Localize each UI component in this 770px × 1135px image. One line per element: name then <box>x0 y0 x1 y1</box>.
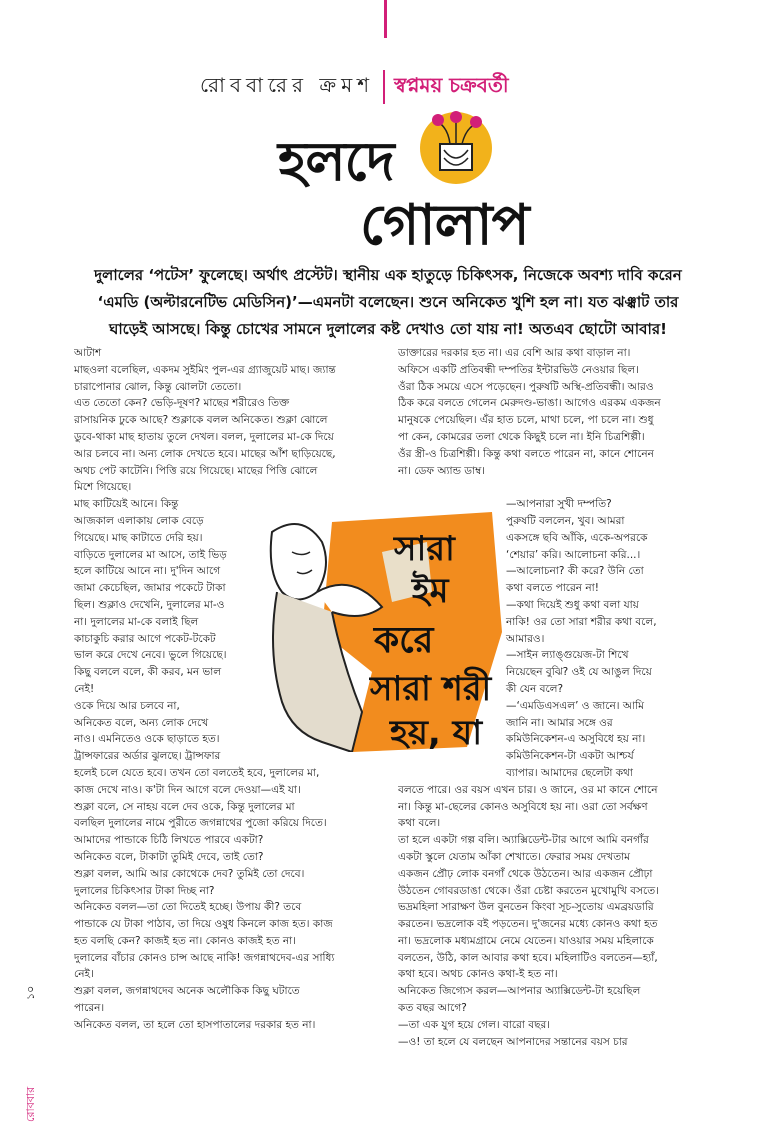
text-line: ওকে দিয়ে আর চলবে না, <box>74 699 180 712</box>
text-line: আটাশ <box>74 347 102 359</box>
artwork-text: সারা শরী <box>370 669 492 709</box>
text-line: হলেই চলে যেতে হবে। তখন তো বলতেই হবে, দুলালের মা, <box>74 766 320 779</box>
text-line: মাছওলা বলেছিল, একদম সুইমিং পুল-এর গ্র্যাজুয়েট মাছ। জ্যান্ত <box>74 363 336 376</box>
text-line: শুক্লা বলে, সে নাহয় বলে দেব ওকে, কিন্তু দুলালের মা <box>74 800 295 813</box>
text-line <box>398 479 700 496</box>
text-line: নিয়েছেন বুঝি? ওই যে আঙুল দিয়ে <box>506 666 652 679</box>
intro-line: ঘাড়েই আসছে। কিন্তু চোখের সামনে দুলালের কষ্ট দেখাও তো যায় না! অতএব ছোটো আবার! <box>109 320 667 338</box>
text-line: বলতে পারে। ওর বয়স এখন চার। ও জানে, ওর মা কানে শোনে <box>398 783 658 796</box>
text-line: —আপনারা সুখী দম্পতি? <box>506 498 612 511</box>
text-line: কথা হবে। অথচ কোনও কথা-ই হত না। <box>398 968 558 981</box>
text-line: —‘এমডিএসএল’ ও জানে। আমি <box>506 699 644 712</box>
text-line: নাও। এমনিতেও ওকে ছাড়াতে হত। <box>74 733 220 746</box>
text-line: ভাল করে দেখে নেবে। ভুলে গিয়েছে। <box>74 649 227 662</box>
text-line: ব্যাপার। আমাদের ছেলেটা কথা <box>506 766 633 779</box>
text-line: না। ভদ্রলোক মধ্যমগ্রামে নেমে যেতেন। যাওয়ার সময় মহিলাকে <box>398 934 654 947</box>
intro-line: ‘এমডি (অল্টারনেটিভ মেডিসিন)’—এমনটা বলেছেন। শুনে অনিকেত খুশি হল না। যত ঝঞ্ঝাট তার <box>97 293 679 311</box>
text-line: পারেন। <box>74 1002 105 1015</box>
text-line: —আলোচনা? কী করে? উনি তো <box>506 565 644 578</box>
text-line: ঠিক করে বলতে গেলেন মেরুদণ্ড-ভাঙা। আগেও এরকম একজন <box>398 397 661 410</box>
text-line: নেই। <box>74 968 94 981</box>
text-line: চারাপোনার ঝোল, কিন্তু ঝোলটা তেতো। <box>74 380 242 393</box>
text-line: ভদ্রমহিলা সারাক্ষণ উল বুনতেন কিংবা সূচ-সুতোয় এমব্রয়ডারি <box>398 901 654 914</box>
intro-paragraph <box>68 262 708 343</box>
text-line: অনিকেত বলে, অন্য লোক দেখে <box>74 716 209 729</box>
text-line: দুলালের চিকিৎসার টাকা দিচ্ছ না? <box>74 884 215 897</box>
page-number: ১০ <box>24 985 37 1000</box>
text-line: আর চলবে না। অন্য লোক দেখতে হবে। মাছের আঁশ ছাড়িয়েছে, <box>74 447 336 460</box>
text-line: ছিল। শুক্লাও দেখেনি, দুলালের মা-ও <box>74 598 225 611</box>
intro-line: দুলালের ‘পটেস’ ফুলেছে। অর্থাৎ প্রস্টেট। স্থানীয় এক হাতুড়ে চিকিৎসক, নিজেকে অবশ্য দাবি করেন <box>94 266 682 284</box>
top-accent-line <box>384 0 387 38</box>
text-line: অনিকেত বলল, তা হলে তো হাসপাতালের দরকার হত না। <box>74 1018 316 1031</box>
text-line: এত তেতো কেন? ভেড়ি-দূষণ? মাছের শরীরেও তিক্ত <box>74 397 290 410</box>
text-line: নেই! <box>74 682 95 695</box>
text-line: অনিকেত জিগ্যেস করল—আপনার অ্যাক্সিডেন্ট-টা হয়েছিল <box>398 985 641 998</box>
text-line: ডাক্তারের দরকার হত না। এর বেশি আর কথা বাড়াল না। <box>398 347 631 359</box>
text-line: ‘শেয়ার’ করি। আলোচনা করি...। <box>506 548 641 561</box>
text-line: হত বলছি কেন? কাজই হত না। কোনও কাজই হত না। <box>74 934 296 947</box>
series-label: রোববারের ক্রমশ <box>200 72 375 97</box>
text-line: কমিউনিকেশন-টা একটা আশ্চর্য <box>506 750 634 763</box>
text-line: নাকি! ওর তো সারা শরীর কথা বলে, <box>506 615 657 628</box>
text-line: ওঁর স্ত্রী-ও চিত্রশিল্পী। কিন্তু কথা বলতে পারেন না, কানে শোনেন <box>398 447 654 460</box>
text-line: —কথা দিয়েই শুধু কথা বলা যায় <box>506 598 639 611</box>
text-line: পান্ডাকে যে টাকা পাঠাব, তা দিয়ে ওষুধ কিনলে কাজ হত। কাজ <box>74 918 333 931</box>
text-line: তা হলে একটা গল্প বলি। অ্যাক্সিডেন্ট-টার আগে আমি বনগাঁর <box>398 834 649 847</box>
text-line: বলছিল দুলালের নামে পুরীতে জগন্নাথের পুজো করিয়ে দিতে। <box>74 817 327 830</box>
text-line: না। কিন্তু মা-ছেলের কোনও অসুবিধে হয় না। ওরা তো সর্বক্ষণ <box>398 800 648 813</box>
title-line-1: হলদে <box>278 130 394 193</box>
text-line: মাছ কাটিয়েই আনে। কিন্তু <box>74 498 179 511</box>
header-divider <box>383 70 385 104</box>
artwork-text: হয়, যা <box>390 713 483 752</box>
text-line: অথচ পেট কাটেনি। পিত্তি রয়ে গিয়েছে। মাছের পিত্তি ঝোলে <box>74 464 318 477</box>
text-line: অনিকেত বলে, টাকাটা তুমিই দেবে, তাই তো? <box>74 850 264 863</box>
text-line: কিছু বললে বলে, কী করব, মন ভাল <box>74 666 222 679</box>
text-line: অনিকেত বলল—তা তো দিতেই হচ্ছে। উপায় কী? তবে <box>74 901 302 914</box>
text-line: উঠতেন গোবরডাঙা থেকে। ওঁরা চেষ্টা করতেন মুখোমুখি বসতে। <box>398 884 659 897</box>
text-line: আমাদের পান্ডাকে চিঠি লিখতে পারবে একটা? <box>74 834 264 847</box>
text-line: ওঁরা ঠিক সময়ে এসে পড়েছেন। পুরুষটি অস্থি-প্রতিবন্ধী। আরও <box>398 380 654 393</box>
artwork-text: সারা <box>394 529 455 569</box>
text-line: কী যেন বলে? <box>506 682 564 695</box>
title-line-2: গোলাপ <box>360 193 529 258</box>
title-block <box>260 100 550 258</box>
text-line: অফিসে একটি প্রতিবন্ধী দম্পতির ইন্টারভিউ নেওয়ার ছিল। <box>398 363 639 376</box>
text-line: কত বছর আগে? <box>398 1002 467 1015</box>
text-line: —ও! তা হলে যে বলছেন আপনাদের সন্তানের বয়স চার <box>398 1035 628 1048</box>
text-line: জামা কেচেছিল, জামার পকেটে টাকা <box>74 582 226 595</box>
text-line: গিয়েছে। মাছ কাটাতে দেরি হয়। <box>74 531 203 544</box>
article-header <box>200 72 509 102</box>
text-line: একটা স্কুলে যেতাম আঁকা শেখাতে। ফেরার সময় দেখতাম <box>398 850 630 863</box>
text-line: একজন প্রৌঢ় লোক বনগাঁ থেকে উঠতেন। আর একজন প্রৌঢ়া <box>398 867 653 880</box>
text-line: না। দুলালের মা-কে বলাই ছিল <box>74 615 199 628</box>
text-line: কমিউনিকেশন-এ অসুবিধে হয় না। <box>506 733 646 746</box>
text-line: —তা এক যুগ হয়ে গেল। বারো বছর। <box>398 1018 551 1031</box>
text-line: বাড়িতে দুলালের মা আসে, তাই ভিড় <box>74 548 227 561</box>
text-line: জানি না। আমার সঙ্গে ওর <box>506 716 613 729</box>
text-line: একসঙ্গে ছবি আঁকি, একে-অপরকে <box>506 531 648 544</box>
text-line: মানুষকে পেয়েছিল। এঁর হাত চলে, মাথা চলে, পা চলে না। শুধু <box>398 414 654 427</box>
text-line: আজকাল এলাকায় লোক বেড়ে <box>74 514 204 527</box>
text-line: ট্রান্সফারের অর্ডার ঝুলছে। ট্রান্সফার <box>74 750 221 763</box>
text-line: কাজ দেখে নাও। ক'টা দিন আগে বলে দেওয়া—এই যা। <box>74 783 301 796</box>
artwork-text: করে <box>374 620 434 661</box>
text-line: আমারও। <box>506 632 545 645</box>
text-line: কাচাকুচি করার আগে পকেট-টকেট <box>74 632 216 645</box>
text-line: রাসায়নিক ঢুকে আছে? শুক্লাকে বলল অনিকেত। শুক্লা ঝোলে <box>74 414 328 427</box>
text-line: পুরুষটি বললেন, খুব। আমরা <box>506 514 625 527</box>
text-line: বলতেন, উঠি, কাল আবার কথা হবে। মহিলাটিও বলতেন—হ্যাঁ, <box>398 951 658 964</box>
magazine-name: রোববার <box>24 1086 37 1122</box>
text-line: কথা বলে। <box>398 817 441 830</box>
page-footer <box>22 982 40 1122</box>
text-line: শুক্লা বলল, আমি আর কোথেকে দেব? তুমিই তো দেবে। <box>74 867 305 880</box>
author-name: স্বপ্নময় চক্রবর্তী <box>394 72 509 97</box>
text-line: পা কেন, কোমরের তলা থেকে কিছুই চলে না। ইনি চিত্রশিল্পী। <box>398 430 645 443</box>
text-line: কথা বলতে পারেন না! <box>506 582 599 595</box>
text-line: ডুবে-থাকা মাছ হাতায় তুলে দেখল। বলল, দুলালের মা-কে দিয়ে <box>74 430 334 443</box>
text-line: হলে কাটিয়ে আনে না। দু'দিন আগে <box>74 565 221 578</box>
artwork-text: ইম <box>412 571 449 611</box>
text-line: করতেন। ভদ্রলোক বই পড়তেন। দু'জনের মধ্যে কোনও কথা হত <box>398 918 658 931</box>
text-line: মিশে গিয়েছে। <box>74 481 132 494</box>
text-line: দুলালের বাঁচার কোনও চান্স আছে নাকি! জগন্নাথদেব-এর সাধ্যি <box>74 951 335 964</box>
story-illustration <box>262 512 502 752</box>
text-line: —সাইন ল্যাঙ্গুয়েজ-টা শিখে <box>506 649 629 662</box>
text-line: না। ডেফ অ্যান্ড ডাম্ব। <box>398 464 486 477</box>
text-line: শুক্লা বলল, জগন্নাথদেব অনেক অলৌকিক কিছু ঘটাতে <box>74 985 300 998</box>
